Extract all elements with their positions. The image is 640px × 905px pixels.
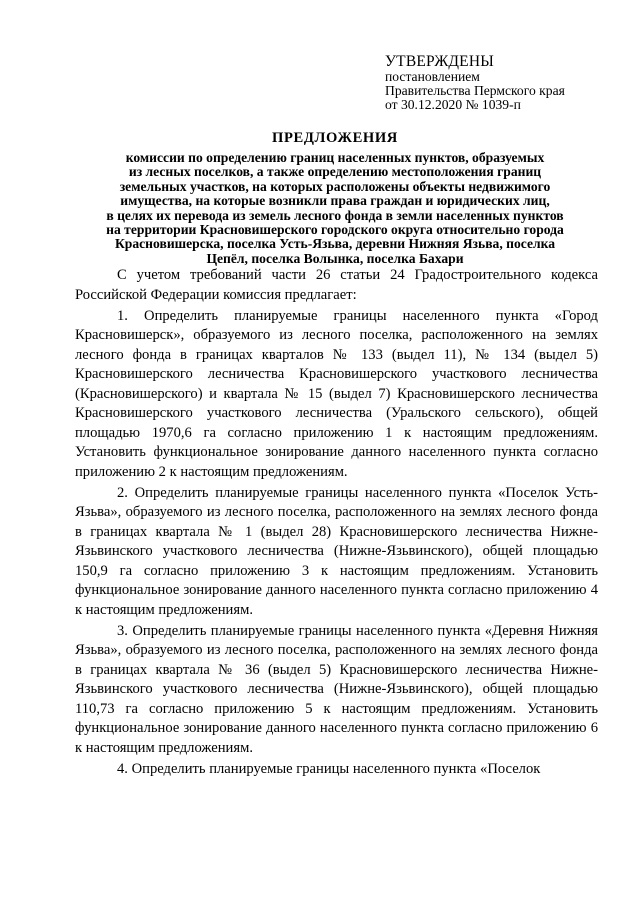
approval-line: Правительства Пермского края <box>385 83 565 98</box>
document-heading <box>70 130 600 266</box>
approval-block <box>385 53 565 112</box>
item-paragraph-3: 3. Определить планируемые границы населенного пункта «Деревня Нижняя Язьва», образуемого из лесного поселка, расположенного на землях лесного фонда в границах квартала № 36 (выдел 5) Красновишерского лесничества Нижне-Язьвинского участкового лесничества (Нижне-Язьвинского), общей площадью 110,73 га согласно приложению 5 к настоящим предложениям. Установить функциональное зонирование данного населенного пункта согласно приложению 6 к настоящим предложениям. <box>75 622 598 756</box>
heading-line: из лесных поселков, а также определению местоположения границ <box>128 164 542 180</box>
intro-paragraph: С учетом требований части 26 статьи 24 Градостроительного кодекса Российской Федерации комиссия предлагает: <box>75 267 598 303</box>
item-paragraph-4: 4. Определить планируемые границы населенного пункта «Поселок <box>117 760 541 777</box>
approval-line: постановлением <box>385 69 480 84</box>
heading-line: земельных участков, на которых расположены объекты недвижимого <box>119 178 551 194</box>
approval-date-number: от 30.12.2020 № 1039-п <box>385 97 521 112</box>
document-title: ПРЕДЛОЖЕНИЯ <box>272 130 398 146</box>
item-paragraph-1: 1. Определить планируемые границы населенного пункта «Город Красновишерск», образуемого из лесного поселка, расположенного на землях лесного фонда в границах кварталов № 133 (выдел 11), № 134 (выдел 5) Красновишерского лесничества Красновишерского участкового лесничества (Красновишерского) и квартала № 15 (выдел 7) Красновишерского лесничества Красновишерского участкового лесничества (Уральского сельского), общей площадью 1970,6 га согласно приложению 1 к настоящим предложениям. Установить функциональное зонирование данного населенного пункта согласно приложению 2 к настоящим предложениям. <box>75 307 598 480</box>
heading-line: Цепёл, поселка Волынка, поселка Бахари <box>206 250 464 266</box>
heading-line: на территории Красновишерского городского округа относительно города <box>106 222 564 238</box>
document-body <box>75 266 598 779</box>
heading-line: имущества, на которые возникли права граждан и юридических лиц, <box>120 193 550 209</box>
heading-line: Красновишерска, поселка Усть-Язьва, деревни Нижняя Язьва, поселка <box>114 236 556 252</box>
heading-line: в целях их перевода из земель лесного фонда в земли населенных пунктов <box>106 207 564 223</box>
heading-line: комиссии по определению границ населенных пунктов, образуемых <box>125 150 545 165</box>
approval-title: УТВЕРЖДЕНЫ <box>385 53 494 70</box>
item-paragraph-2: 2. Определить планируемые границы населенного пункта «Поселок Усть-Язьва», образуемого из лесного поселка, расположенного на землях лесного фонда в границах квартала № 1 (выдел 28) Красновишерского лесничества Нижне-Язьвинского участкового лесничества (Нижне-Язьвинского), общей площадью 150,9 га согласно приложению 3 к настоящим предложениям. Установить функциональное зонирование данного населенного пункта согласно приложению 4 к настоящим предложениям. <box>75 484 598 618</box>
